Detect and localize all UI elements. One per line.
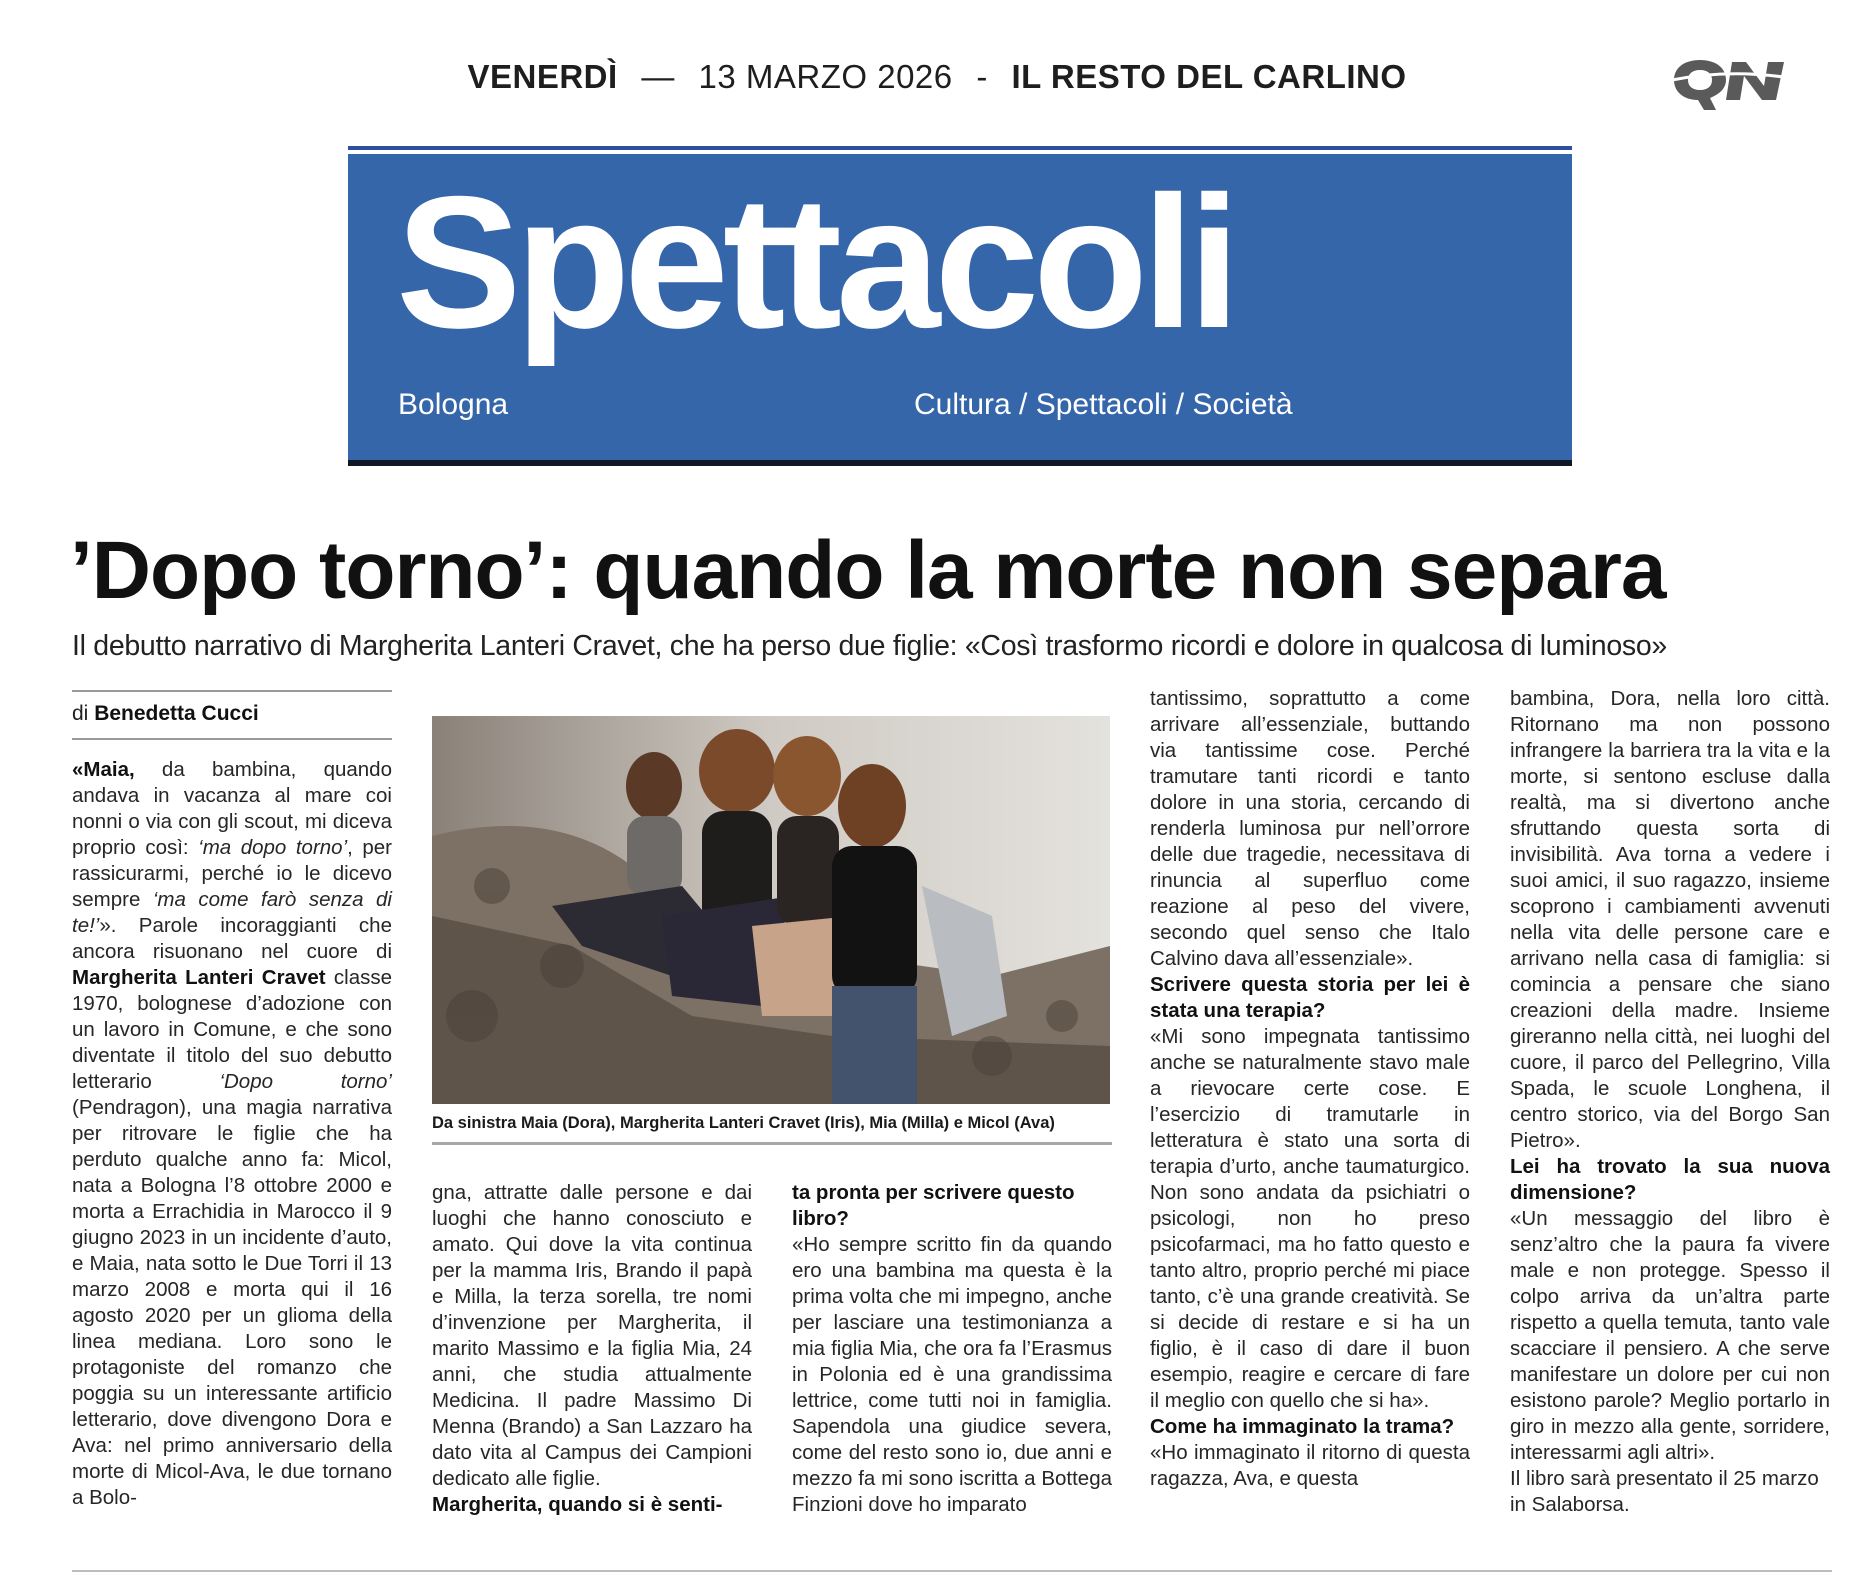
- interview-question-4: Lei ha trovato la sua nuova dimensione?: [1510, 1155, 1830, 1204]
- column-1-paragraph: [72, 757, 392, 1511]
- article-photo: [432, 716, 1110, 1104]
- photo-caption: Da sinistra Maia (Dora), Margherita Lanteri Cravet (Iris), Mia (Milla) e Micol (Ava): [432, 1114, 1055, 1132]
- text-run: classe 1970, bolognese d’adozione con un lavoro in Comune, e che sono diventate il titolo del suo debutto letterario: [72, 966, 392, 1093]
- lead-word: «Maia,: [72, 758, 135, 781]
- byline: [72, 702, 259, 726]
- text-run: , per rassicurarmi, perché io le dicevo sempre: [72, 836, 393, 911]
- quote-italic: ‘ma come farò senza di te!’: [72, 888, 392, 937]
- section-categories: Cultura / Spettacoli / Società: [914, 388, 1293, 421]
- dateline-separator: -: [976, 58, 988, 95]
- newspaper-name: IL RESTO DEL CARLINO: [1011, 58, 1407, 95]
- qn-logo-icon: [1672, 56, 1790, 112]
- banner-top-rule: [348, 146, 1572, 150]
- quote-italic: ‘ma dopo torno’: [198, 836, 348, 859]
- article-column-2: [432, 1180, 752, 1518]
- column-2-paragraph: gna, attratte dalle persone e dai luoghi che hanno conosciuto e amato. Qui dove la vita continua per la mamma Iris, Brando il papà e Milla, la terza sorella, tre nomi d’invenzione per Margherita, il marito Massimo e la figlia Mia, 24 anni, che studia attualmente Medicina. Il padre Massimo Di Menna (Brando) a San Lazzaro ha dato vita al Campus dei Campioni dedicato alle figlie.: [432, 1181, 752, 1490]
- article-column-5: [1510, 686, 1830, 1518]
- section-title: Spettacoli: [396, 157, 1235, 367]
- photo-image: [432, 716, 1110, 1104]
- article-subtitle: Il debutto narrativo di Margherita Lanteri Cravet, che ha perso due figlie: «Così trasformo ricordi e dolore in qualcosa di luminoso»: [72, 630, 1667, 662]
- text-run: ». Parole incoraggianti che ancora risuonano nel cuore di: [72, 914, 392, 963]
- dateline-date: 13 MARZO 2026: [698, 58, 953, 95]
- article-column-3: [792, 1180, 1112, 1518]
- article-column-1: [72, 757, 392, 1511]
- caption-rule: [432, 1142, 1112, 1145]
- column-3-paragraph: «Ho sempre scritto fin da quando ero una bambina ma questa è la prima volta che mi impegno, anche per lasciare una testimonianza a mia figlia Mia, che ora fa l’Erasmus in Polonia ed è una grandissima lettrice, come tutti noi in famiglia. Sapendola una giudice severa, come del resto sono io, due anni e mezzo fa mi sono iscritta a Bottega Finzioni dove ho imparato: [792, 1233, 1112, 1516]
- column-5-paragraph-2: «Un messaggio del libro è senz’altro che la paura fa vivere male e non protegge. Spesso il colpo arriva da un’altra parte rispetto a quella temuta, tanto vale scacciare il pensiero. A che serve manifestare un dolore per cui non esistono parole? Meglio portarlo in giro in mezzo alla gente, sorridere, interessarmi agli altri».: [1510, 1207, 1830, 1464]
- dateline-day: VENERDÌ: [467, 58, 618, 95]
- byline-top-rule: [72, 690, 392, 692]
- section-city: Bologna: [398, 388, 509, 421]
- interview-question-1-end: ta pronta per scrivere questo libro?: [792, 1181, 1075, 1230]
- column-5-paragraph-1: bambina, Dora, nella loro città. Ritornano ma non possono infrangere la barriera tra la vita e la morte, si sentono escluse dalla realtà, ma si divertono anche sfruttando questa sorta di invisibilità. Ava torna a vedere i suoi amici, il suo ragazzo, insieme scoprono i cambiamenti avvenuti nella vita delle persone care e arrivano nella casa di famiglia: si comincia a pensare che siano creazioni della madre. Insieme gireranno nella città, nei luoghi del cuore, il parco del Pellegrino, Villa Spada, le scuole Longhena, il centro storico, via del Borgo San Pietro».: [1510, 687, 1830, 1152]
- byline-prefix: di: [72, 702, 89, 725]
- author-name-bold: Margherita Lanteri Cravet: [72, 966, 326, 989]
- column-4-paragraph-1: tantissimo, soprattutto a come arrivare all’essenziale, buttando via tantissime cose. Perché tramutare tanti ricordi e tanto dolore in una storia, cercando di renderla luminosa pur nell’orrore delle due tragedie, necessitava di rinuncia al superfluo come reazione al peso del vivere, secondo quel senso che Italo Calvino dava all’essenziale».: [1150, 687, 1470, 970]
- interview-question-3: Come ha immaginato la trama?: [1150, 1415, 1455, 1438]
- column-4-paragraph-2: «Mi sono impegnata tantissimo anche se naturalmente stavo male a rievocare certe cose. E l’esercizio di tramutarle in letteratura è stato una sorta di terapia d’urto, anche taumaturgico. Non sono andata da psichiatri o psicologi, non ho preso psicofarmaci, ma ho fatto questo e tanto altro, proprio perché mi piace tanto, c’è una grande creatività. Se si decide di restare e si ha un figlio, è il caso di dare il buon esempio, reagire e cercare di fare il meglio con quello che si ha».: [1150, 1025, 1470, 1412]
- text-run: (Pendragon), una magia narrativa per ritrovare le figlie che ha perduto qualche anno fa: Micol, nata a Bologna l’8 ottobre 2000 e morta a Errachidia in Marocco il 9 giugno 2023 in un incidente d’auto, e Maia, nata sotto le Due Torri il 13 marzo 2008 e morta qui il 16 agosto 2020 per un glioma della linea mediana. Loro sono le protagoniste del romanzo che poggia su un interessante artificio letterario, dove divengono Dora e Ava: nel primo anniversario della morte di Micol-Ava, le due tornano a Bolo-: [72, 1096, 392, 1509]
- dateline-dash: —: [641, 58, 675, 95]
- book-title-italic: ‘Dopo torno’: [219, 1070, 392, 1093]
- byline-author: Benedetta Cucci: [94, 702, 259, 725]
- byline-bottom-rule: [72, 738, 392, 740]
- article-column-4: [1150, 686, 1470, 1492]
- dateline: [0, 58, 1874, 96]
- interview-question-2: Scrivere questa storia per lei è stata una terapia?: [1150, 973, 1470, 1022]
- column-5-paragraph-3: Il libro sarà presentato il 25 marzo in Salaborsa.: [1510, 1467, 1819, 1516]
- column-4-paragraph-3: «Ho immaginato il ritorno di questa ragazza, Ava, e questa: [1150, 1441, 1470, 1490]
- text-run: da bambina, quando andava in vacanza al mare coi nonni o via con gli scout, mi diceva proprio così:: [72, 758, 392, 859]
- article-headline: ’Dopo torno’: quando la morte non separa: [70, 525, 1666, 616]
- banner-bottom-rule: [348, 460, 1572, 466]
- page-bottom-rule: [72, 1570, 1832, 1572]
- interview-question-1-start: Margherita, quando si è senti-: [432, 1493, 723, 1516]
